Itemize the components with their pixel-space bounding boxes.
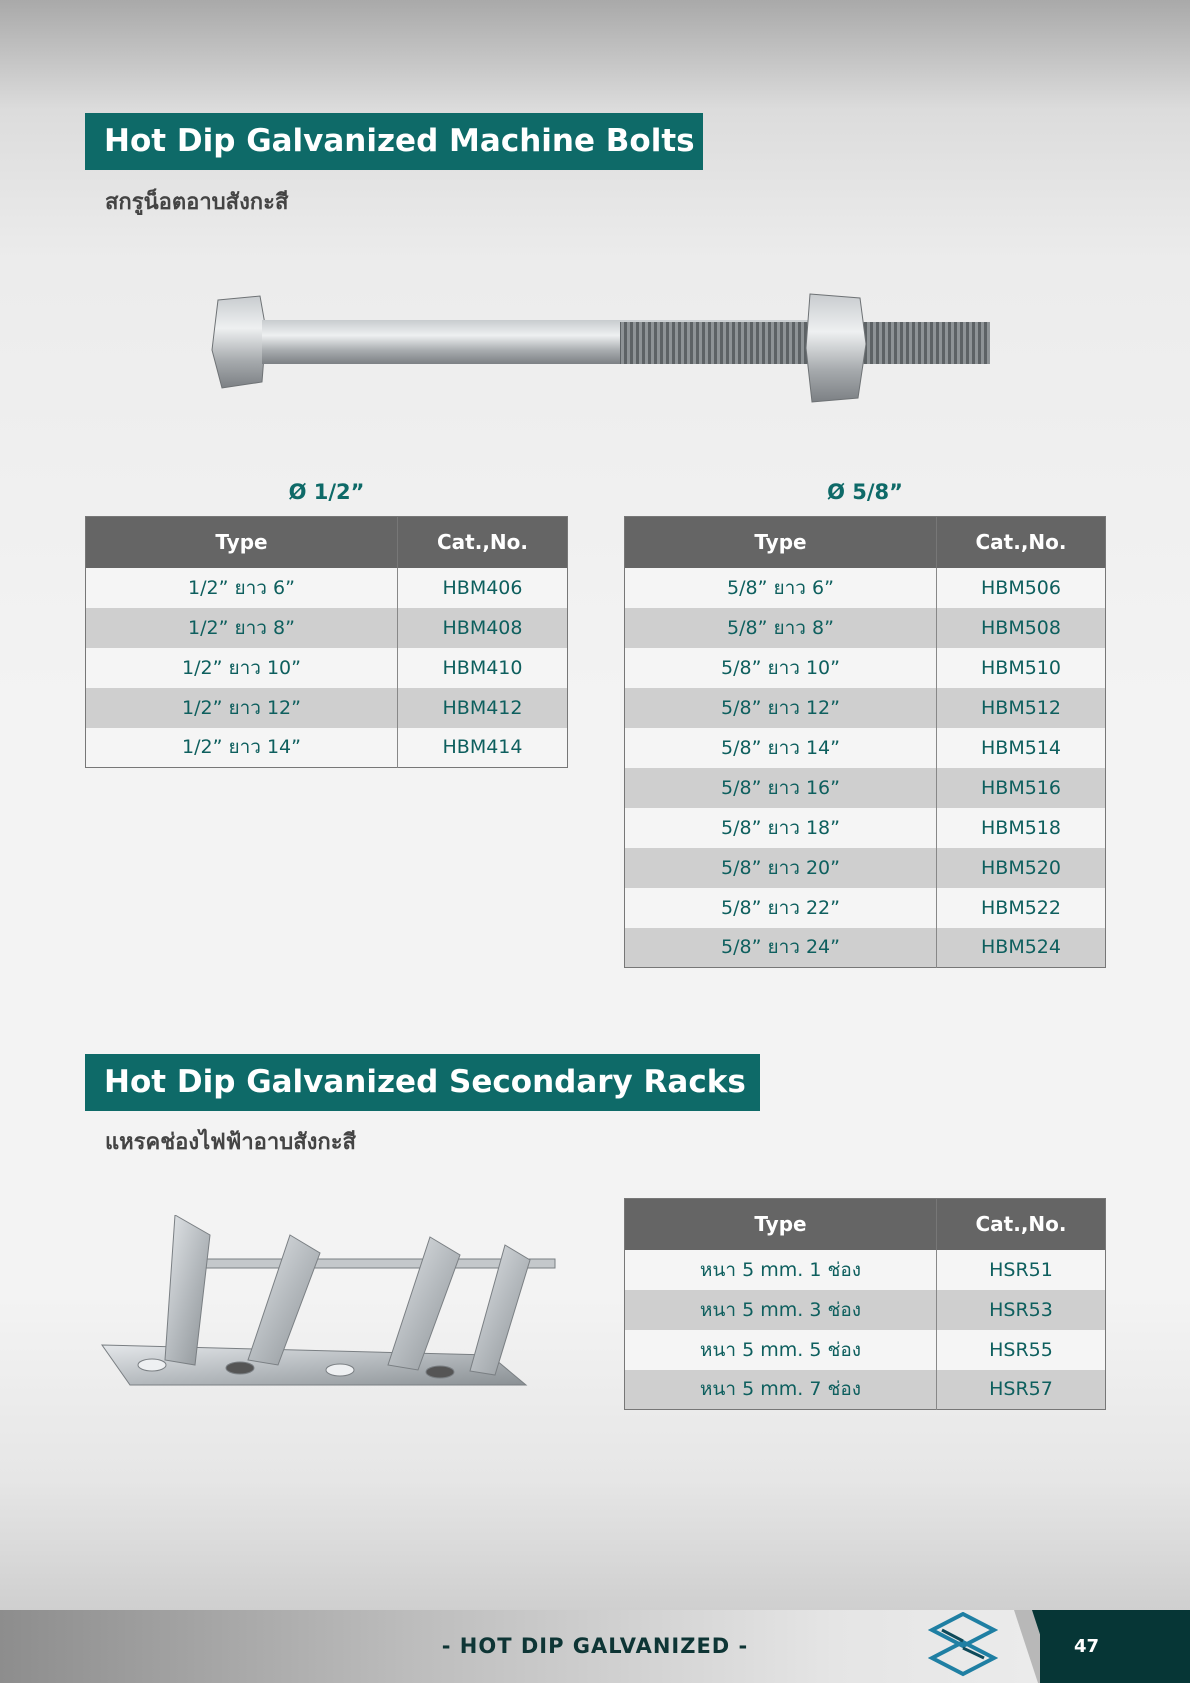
catno-column-header: Cat.,No. [937, 517, 1106, 568]
catno-cell: HBM410 [398, 648, 568, 688]
catno-cell: HBM408 [398, 608, 568, 648]
catno-cell: HBM516 [937, 768, 1106, 808]
type-cell: หนา 5 mm. 1 ช่อง [625, 1250, 937, 1290]
table-row [86, 568, 568, 608]
table-row [86, 608, 568, 648]
catno-cell: HBM412 [398, 688, 568, 728]
bolt-table-five-eighths [624, 516, 1106, 968]
type-cell: 1/2” ยาว 12” [86, 688, 398, 728]
type-cell: หนา 5 mm. 3 ช่อง [625, 1290, 937, 1330]
type-cell: 5/8” ยาว 10” [625, 648, 937, 688]
table-row [86, 648, 568, 688]
footer-label: - HOT DIP GALVANIZED - [441, 1634, 749, 1658]
machine-bolt-photo [210, 290, 990, 420]
catno-cell: HBM414 [398, 728, 568, 768]
diameter-label-five-eighths: Ø 5/8” [827, 480, 903, 504]
type-column-header: Type [625, 1199, 937, 1250]
table-row [625, 1250, 1106, 1290]
bolt-table-half [85, 516, 568, 768]
table-row [625, 888, 1106, 928]
catno-cell: HBM514 [937, 728, 1106, 768]
catno-cell: HBM524 [937, 928, 1106, 968]
table-row [625, 1290, 1106, 1330]
type-column-header: Type [86, 517, 398, 568]
catno-cell: HBM522 [937, 888, 1106, 928]
racks-subtitle: แหรคช่องไฟฟ้าอาบสังกะสี [105, 1130, 356, 1155]
table-row [625, 608, 1106, 648]
table-row [625, 1330, 1106, 1370]
type-cell: 1/2” ยาว 14” [86, 728, 398, 768]
table-row [625, 808, 1106, 848]
table-row [625, 848, 1106, 888]
table-row [625, 568, 1106, 608]
table-row [86, 688, 568, 728]
type-cell: 5/8” ยาว 22” [625, 888, 937, 928]
catno-column-header: Cat.,No. [398, 517, 568, 568]
type-cell: หนา 5 mm. 5 ช่อง [625, 1330, 937, 1370]
bolts-subtitle: สกรูน็อตอาบสังกะสี [105, 190, 289, 215]
catno-column-header: Cat.,No. [937, 1199, 1106, 1250]
catno-cell: HBM512 [937, 688, 1106, 728]
catno-cell: HBM518 [937, 808, 1106, 848]
type-cell: 5/8” ยาว 6” [625, 568, 937, 608]
table-row [625, 768, 1106, 808]
catno-cell: HSR57 [937, 1370, 1106, 1410]
catno-cell: HBM508 [937, 608, 1106, 648]
type-cell: หนา 5 mm. 7 ช่อง [625, 1370, 937, 1410]
table-row [625, 648, 1106, 688]
type-cell: 5/8” ยาว 16” [625, 768, 937, 808]
bolts-section-title: Hot Dip Galvanized Machine Bolts [85, 113, 703, 170]
diameter-label-half: Ø 1/2” [288, 480, 365, 504]
type-cell: 5/8” ยาว 24” [625, 928, 937, 968]
footer-page-block [1040, 1610, 1190, 1683]
catno-cell: HSR51 [937, 1250, 1106, 1290]
type-cell: 5/8” ยาว 20” [625, 848, 937, 888]
racks-section-title: Hot Dip Galvanized Secondary Racks [85, 1054, 760, 1111]
secondary-rack-photo [100, 1215, 560, 1395]
table-row [625, 1370, 1106, 1410]
table-row [625, 728, 1106, 768]
catno-cell: HBM510 [937, 648, 1106, 688]
company-logo-icon [928, 1612, 998, 1678]
catno-cell: HBM506 [937, 568, 1106, 608]
catno-cell: HSR53 [937, 1290, 1106, 1330]
type-cell: 5/8” ยาว 14” [625, 728, 937, 768]
catno-cell: HBM520 [937, 848, 1106, 888]
table-row [625, 928, 1106, 968]
type-column-header: Type [625, 517, 937, 568]
rack-table [624, 1198, 1106, 1410]
type-cell: 1/2” ยาว 10” [86, 648, 398, 688]
type-cell: 1/2” ยาว 8” [86, 608, 398, 648]
table-row [625, 688, 1106, 728]
page-number: 47 [1074, 1636, 1100, 1657]
table-row [86, 728, 568, 768]
type-cell: 5/8” ยาว 18” [625, 808, 937, 848]
type-cell: 5/8” ยาว 12” [625, 688, 937, 728]
catno-cell: HSR55 [937, 1330, 1106, 1370]
type-cell: 1/2” ยาว 6” [86, 568, 398, 608]
catno-cell: HBM406 [398, 568, 568, 608]
type-cell: 5/8” ยาว 8” [625, 608, 937, 648]
